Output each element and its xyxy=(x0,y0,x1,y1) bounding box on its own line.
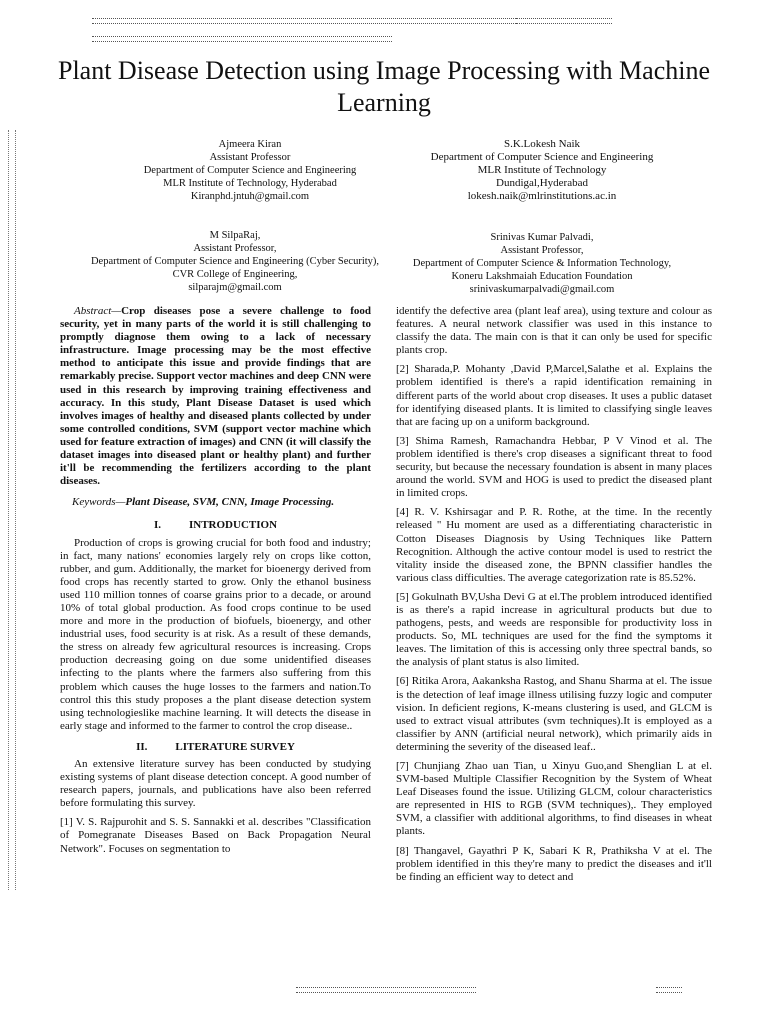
paragraph: identify the defective area (plant leaf area), using texture and colour as features. A neural network classifier was used in this instance to classify the data. The main con is that it can only be used for specific plants crop. xyxy=(396,305,712,357)
reference-entry: [7] Chunjiang Zhao uan Tian, u Xinyu Guo,and Shenglian L at el. SVM-based Multiple Classifier Recognition by the System of Wheat Leaf Diseases found the issue. Utilizing GLCM, colour characteristics are represented in HIS to RGB (SVM techniques),. They employed SVM, a classifier with additional algorithms, to find diseases in wheat plants. xyxy=(396,760,712,838)
author-name: S.K.Lokesh Naik xyxy=(503,138,581,150)
author-dept: Department of Computer Science and Engineering xyxy=(430,151,654,163)
abstract-lead: Abstract— xyxy=(74,305,122,317)
abstract xyxy=(60,305,371,488)
author-dept: Department of Computer Science and Engineering xyxy=(143,165,357,176)
keywords xyxy=(60,496,371,509)
section-number: II. xyxy=(136,740,148,753)
author-block-3 xyxy=(80,229,390,294)
header-rule-right xyxy=(516,18,606,24)
author-name: Srinivas Kumar Palvadi, xyxy=(490,232,594,243)
author-dept: Department of Computer Science and Engineering (Cyber Security), xyxy=(90,256,380,267)
author-name: Ajmeera Kiran xyxy=(218,139,282,150)
author-email: Kiranphd.jntuh@gmail.com xyxy=(190,191,310,202)
footer-rule xyxy=(296,987,476,993)
author-inst: Koneru Lakshmaiah Education Foundation xyxy=(451,271,633,282)
author-role: Assistant Professor xyxy=(209,152,291,163)
author-name: M SilpaRaj, xyxy=(209,230,261,241)
side-watermark-strip xyxy=(8,130,16,890)
author-block-1 xyxy=(100,138,400,203)
author-inst: MLR Institute of Technology xyxy=(477,164,607,176)
reference-entry: [3] Shima Ramesh, Ramachandra Hebbar, P V Vinod et al. The problem identified is there's crop diseases a significant threat to food security, but because the necessary foundation is absent in many places around the world. SVM and HOG is used to predict the diseased plant in limited crops. xyxy=(396,434,712,500)
section-number: I. xyxy=(153,519,161,532)
section-title: LITERATURE SURVEY xyxy=(175,740,295,753)
right-column xyxy=(396,305,712,890)
reference-entry: [6] Ritika Arora, Aakanksha Rastog, and Shanu Sharma at el. The issue is the detection of leaf image illness utilising fuzzy logic and computer vision. In deficient regions, K-means clustering is used, and GLCM is used to extract visual attributes (svm techniques).It is employed as a classifier by ANN (artificial neural network), which primarily aids in determining the severity of the diseased leaf.. xyxy=(396,675,712,753)
author-inst: MLR Institute of Technology, Hyderabad xyxy=(163,178,337,189)
section-heading-literature xyxy=(60,741,371,754)
paper-title: Plant Disease Detection using Image Processing with Machine Learning xyxy=(57,56,711,117)
author-email: srinivaskumarpalvadi@gmail.com xyxy=(469,284,615,295)
author-block-2 xyxy=(392,138,692,203)
reference-entry: [8] Thangavel, Gayathri P K, Sabari K R, Prathiksha V at el. The problem identified in this they're many to predict the diseases and it'll be finding an efficient way to detect and xyxy=(396,844,712,883)
introduction-paragraph: Production of crops is growing crucial for both food and industry; in fact, many nations' economies largely rely on crops like cotton, rubber, and gum. Additionally, the market for bioenergy derived from food crops has recently started to grow. Only the ethanol business used 110 million tonnes of coarse grains prior to a decade, or around 10% of total global production. As food crops continue to be used more and more in the production of biofuels, bioenergy, and other industrial uses, food security is at risk. As a result of these demands, the stress on already few agricultural resources is increasing. Crops production decreasing going on due some unidentified diseases infecting to the plants where the farmers also suffering from this problem which causes the huge losses to the farmers and nation.To control this this study proposes a the plant disease detection system using technologieslike machine learning. It will detects the disease in early stage and informed to the farmer to control the crop disease.. xyxy=(60,536,371,732)
reference-entry: [2] Sharada,P. Mohanty ,David P,Marcel,Salathe et al. Explains the problem identified is there's a rapid identification remaining in different parts of the world about crop diseases. It uses a public dataset for identifying diseased plants. It is limited to classifying single leaves that are facing up on a uniform background. xyxy=(396,363,712,428)
author-role: Assistant Professor, xyxy=(193,243,277,254)
author-email: lokesh.naik@mlrinstitutions.ac.in xyxy=(467,190,617,202)
keywords-text: Plant Disease, SVM, CNN, Image Processing. xyxy=(125,496,335,509)
reference-entry: [4] R. V. Kshirsagar and P. R. Rothe, at the time. In the recently released " Hu moment are used as a differentiating characteristic in Cotton Diseases Diagnosis by Using Techniques like Pattern Recognition. Although the active contour model is used to restrict the vitality inside the diseased zone, the BPNN classifier handles the various class difficulties. The average categorization rate is 85.52%. xyxy=(396,506,712,584)
keywords-lead: Keywords— xyxy=(72,496,126,509)
author-location: Dundigal,Hyderabad xyxy=(496,177,588,189)
section-heading-introduction xyxy=(60,519,371,532)
author-block-4 xyxy=(392,231,692,296)
reference-entry: [5] Gokulnath BV,Usha Devi G at el.The problem introduced identified is as there's a rapid increase in agricultural products but due to pathogens, pests, and weeds are responsible for productivity loss in products. So, ML techniques are used for the find the symptoms it leaves. The limitation of this is accessing only three spectral bands, so the analysis of plant status is also limited. xyxy=(396,590,712,669)
header-rule-2 xyxy=(92,36,392,42)
section-title: INTRODUCTION xyxy=(189,519,278,532)
author-dept: Department of Computer Science & Information Technology, xyxy=(412,258,672,269)
left-column xyxy=(60,305,371,862)
author-email: silparajm@gmail.com xyxy=(188,282,282,293)
footer-page-mark xyxy=(656,987,682,993)
author-inst: CVR College of Engineering, xyxy=(172,269,298,280)
abstract-text: Crop diseases pose a severe challenge to food security, yet in many parts of the world it is still challenging to promptly diagnose them owing to a lack of necessary infrastructure. Image processing may be the most effective method to anticipate this issue and provide findings that are remarkably precise. Support vector machines and deep CNN were used in this research by improving training effectiveness and accuracy. In this study, Plant Disease Dataset is used which involves images of healthy and diseased plants collected by under some controlled conditions, SVM (support vector machine which used for feature extraction of images) and CNN (it will classify the dataset images into diseased plant or healthy plant) and further it'll be recommending the fertilizers according to the plant diseases. xyxy=(60,305,371,488)
literature-paragraph: An extensive literature survey has been conducted by studying existing systems of plant disease detection concept. A good number of research papers, journals, and publications have also been referred before formulating this survey. xyxy=(60,758,371,810)
author-role: Assistant Professor, xyxy=(500,245,584,256)
reference-entry: [1] V. S. Rajpurohit and S. S. Sannakki et al. describes "Classification of Pomegranate Diseases Based on Back Propagation Neural Network". Focuses on segmentation to xyxy=(60,816,371,855)
